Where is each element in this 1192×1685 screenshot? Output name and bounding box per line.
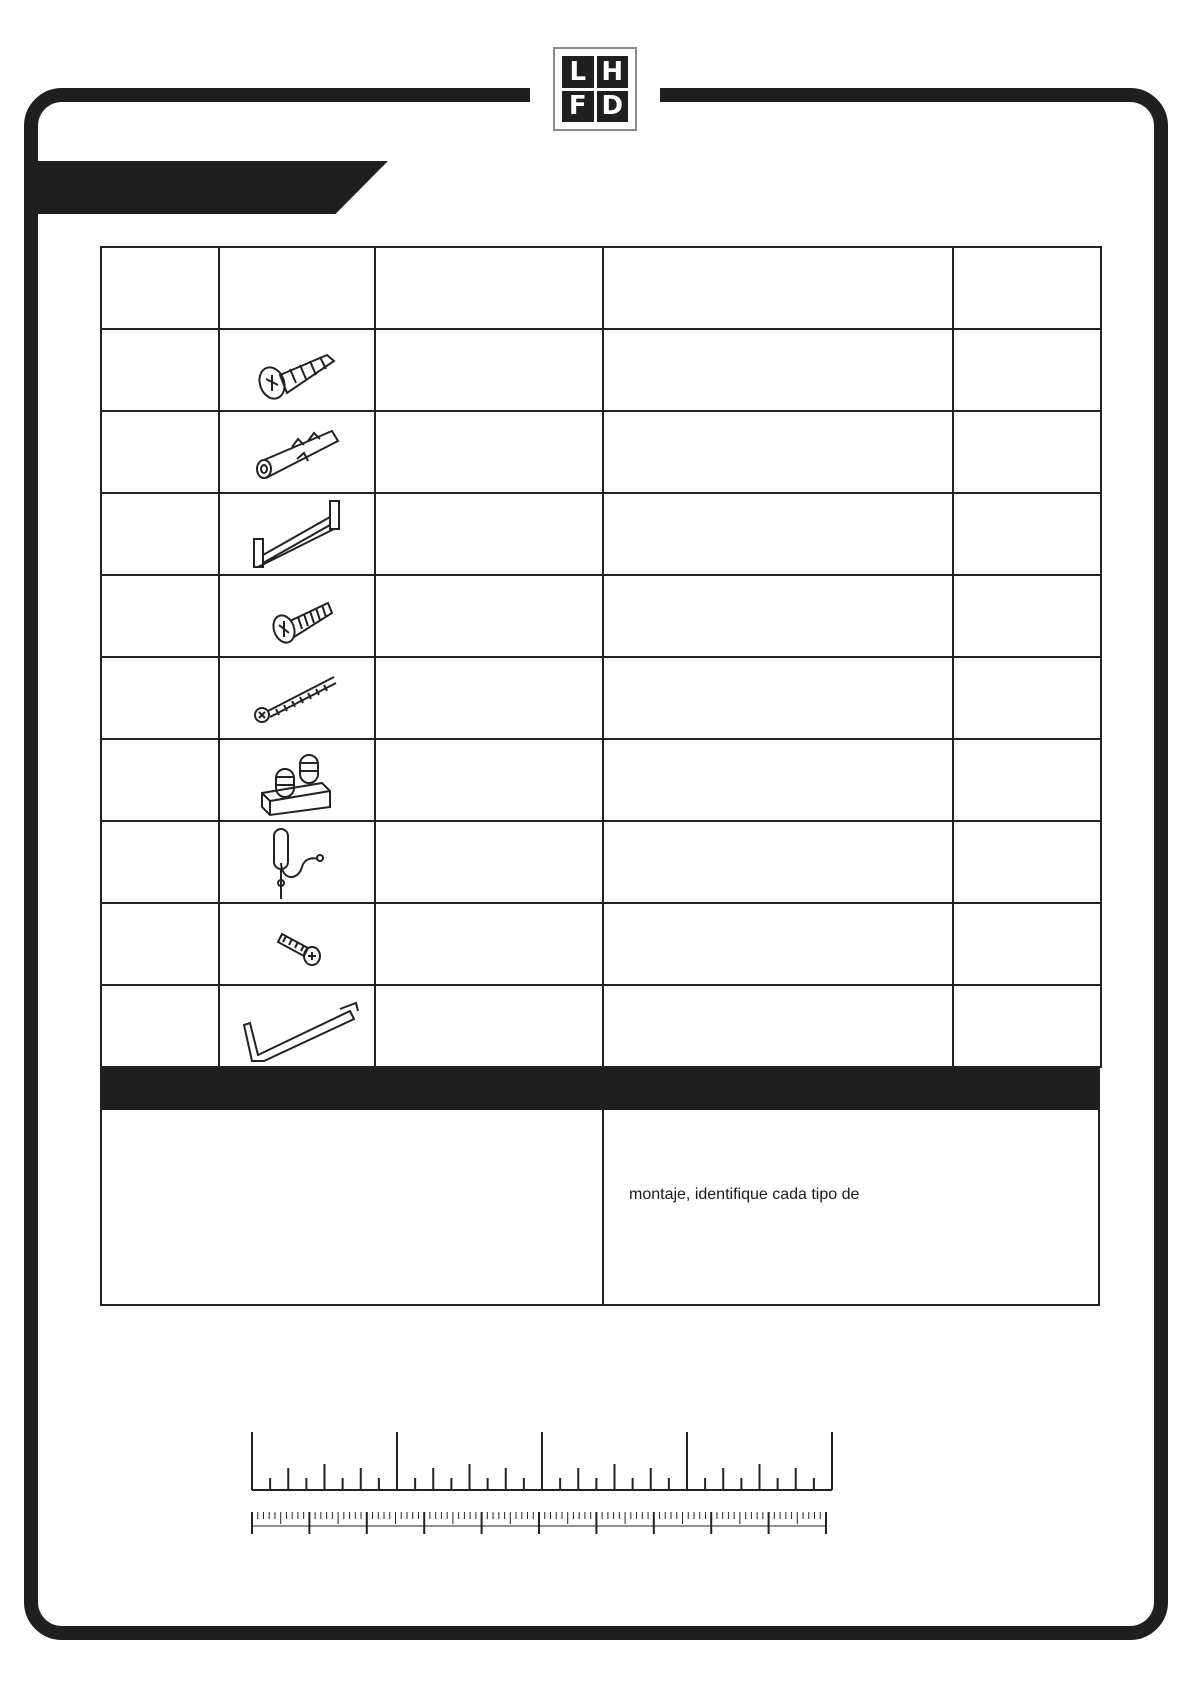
coat-hook-icon xyxy=(242,823,352,901)
notes-text: montaje, identifique cada tipo de xyxy=(629,1186,860,1203)
long-wood-screw-icon xyxy=(242,663,352,733)
table-row xyxy=(101,411,1101,493)
notes-left-column xyxy=(102,1110,604,1304)
flat-head-bolt-icon xyxy=(242,581,352,651)
logo-letter: D xyxy=(597,91,629,123)
table-row xyxy=(101,493,1101,575)
table-row xyxy=(101,821,1101,903)
allen-key-icon xyxy=(232,989,362,1064)
brand-logo xyxy=(553,47,637,131)
section-banner xyxy=(38,161,388,214)
table-row xyxy=(101,575,1101,657)
logo-letter: F xyxy=(562,91,594,123)
table-row xyxy=(101,329,1101,411)
notes-right-column xyxy=(604,1110,1098,1304)
header-cell xyxy=(219,247,375,329)
measuring-ruler-icon xyxy=(246,1420,846,1540)
notes-header-bar xyxy=(102,1068,1098,1110)
u-bracket-icon xyxy=(242,497,352,572)
logo-letter: H xyxy=(597,56,629,88)
plastic-wall-plug-icon xyxy=(242,417,352,487)
header-cell xyxy=(375,247,603,329)
short-screw-icon xyxy=(242,914,352,974)
table-row xyxy=(101,739,1101,821)
logo-letter: L xyxy=(562,56,594,88)
table-header-row xyxy=(101,247,1101,329)
table-row xyxy=(101,903,1101,985)
table-row xyxy=(101,657,1101,739)
notes-box xyxy=(100,1066,1100,1306)
table-row xyxy=(101,985,1101,1067)
twin-cam-connector-icon xyxy=(242,743,352,818)
header-cell xyxy=(953,247,1101,329)
wall-anchor-screw-icon xyxy=(242,335,352,405)
header-cell xyxy=(101,247,219,329)
parts-table xyxy=(100,246,1102,1068)
header-cell xyxy=(603,247,953,329)
